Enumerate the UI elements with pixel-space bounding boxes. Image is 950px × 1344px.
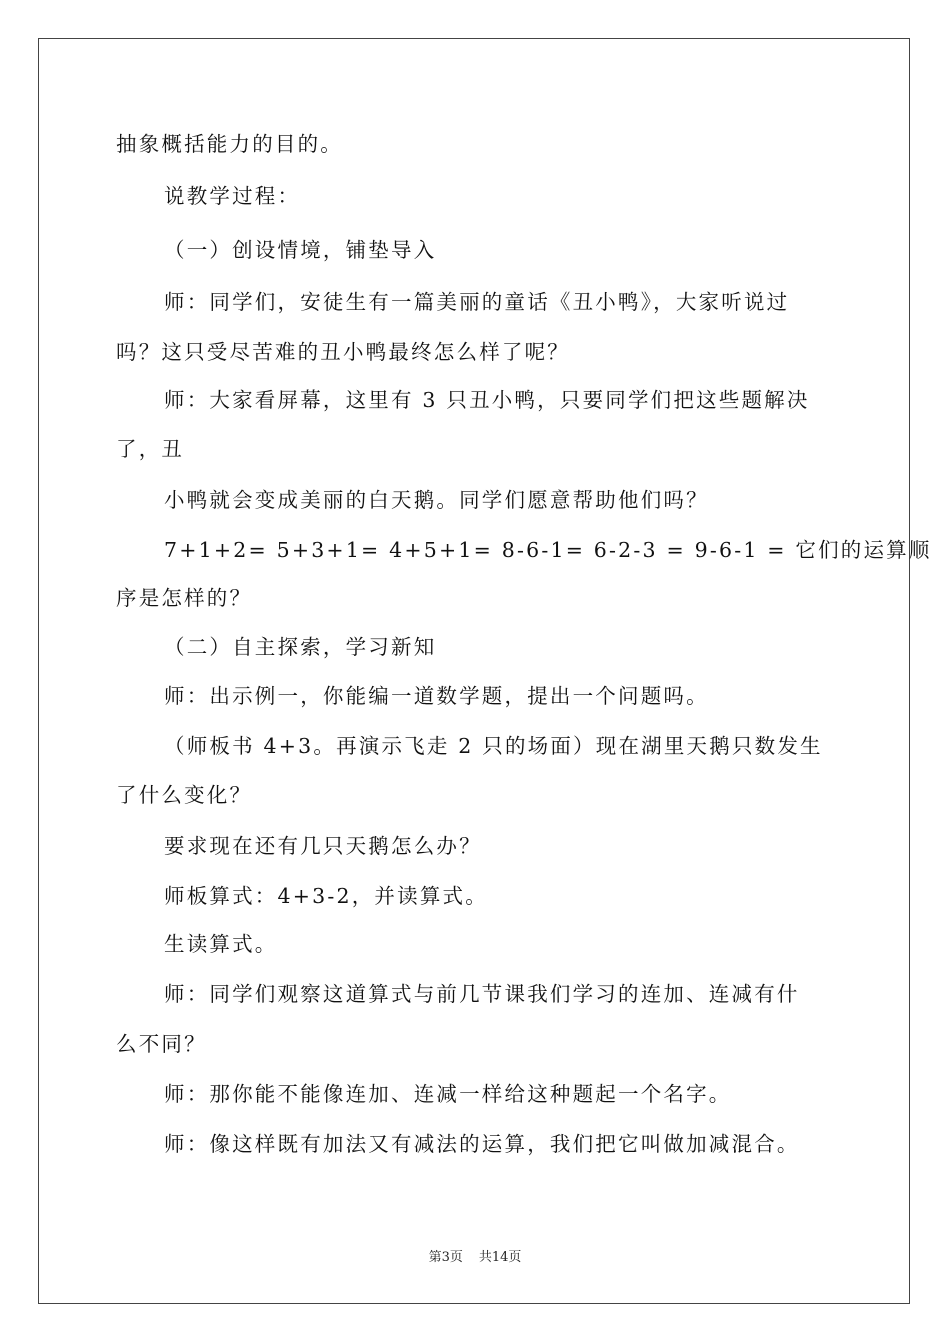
text-line: 说教学过程： [164, 184, 301, 208]
text-line: 师板算式：4+3-2，并读算式。 [164, 884, 488, 908]
text-line: （师板书 4+3。再演示飞走 2 只的场面）现在湖里天鹅只数发生 [164, 734, 823, 758]
text-line: 生读算式。 [164, 932, 278, 956]
text-line: 抽象概括能力的目的。 [116, 132, 343, 156]
text-line: 么不同？ [116, 1032, 207, 1056]
text-line: 师：像这样既有加法又有减法的运算，我们把它叫做加减混合。 [164, 1132, 800, 1156]
text-line: 师：大家看屏幕，这里有 3 只丑小鸭，只要同学们把这些题解决 [164, 388, 810, 412]
page-border [38, 38, 910, 1304]
equation-line: 7+1+2= 5+3+1= 4+5+1= 8-6-1= 6-2-3 = 9-6-1 = 它们的运算顺 [164, 538, 932, 562]
text-line: 师：同学们，安徒生有一篇美丽的童话《丑小鸭》，大家听说过 [164, 290, 790, 314]
text-line: 要求现在还有几只天鹅怎么办？ [164, 834, 482, 858]
section-heading: （一）创设情境，铺垫导入 [164, 238, 437, 262]
page-number: 第3页 [428, 1250, 463, 1265]
text-line: 师：同学们观察这道算式与前几节课我们学习的连加、连减有什 [164, 982, 800, 1006]
section-heading: （二）自主探索，学习新知 [164, 635, 437, 659]
text-line: 师：出示例一，你能编一道数学题，提出一个问题吗。 [164, 684, 709, 708]
text-line: 师：那你能不能像连加、连减一样给这种题起一个名字。 [164, 1082, 732, 1106]
text-line: 了，丑 [116, 437, 185, 461]
text-line: 了什么变化？ [116, 783, 253, 807]
text-line: 吗？这只受尽苦难的丑小鸭最终怎么样了呢？ [116, 340, 570, 364]
text-line: 小鸭就会变成美丽的白天鹅。同学们愿意帮助他们吗？ [164, 488, 709, 512]
total-pages: 共14页 [478, 1250, 522, 1265]
text-line: 序是怎样的？ [116, 586, 253, 610]
page-footer [0, 1246, 950, 1265]
